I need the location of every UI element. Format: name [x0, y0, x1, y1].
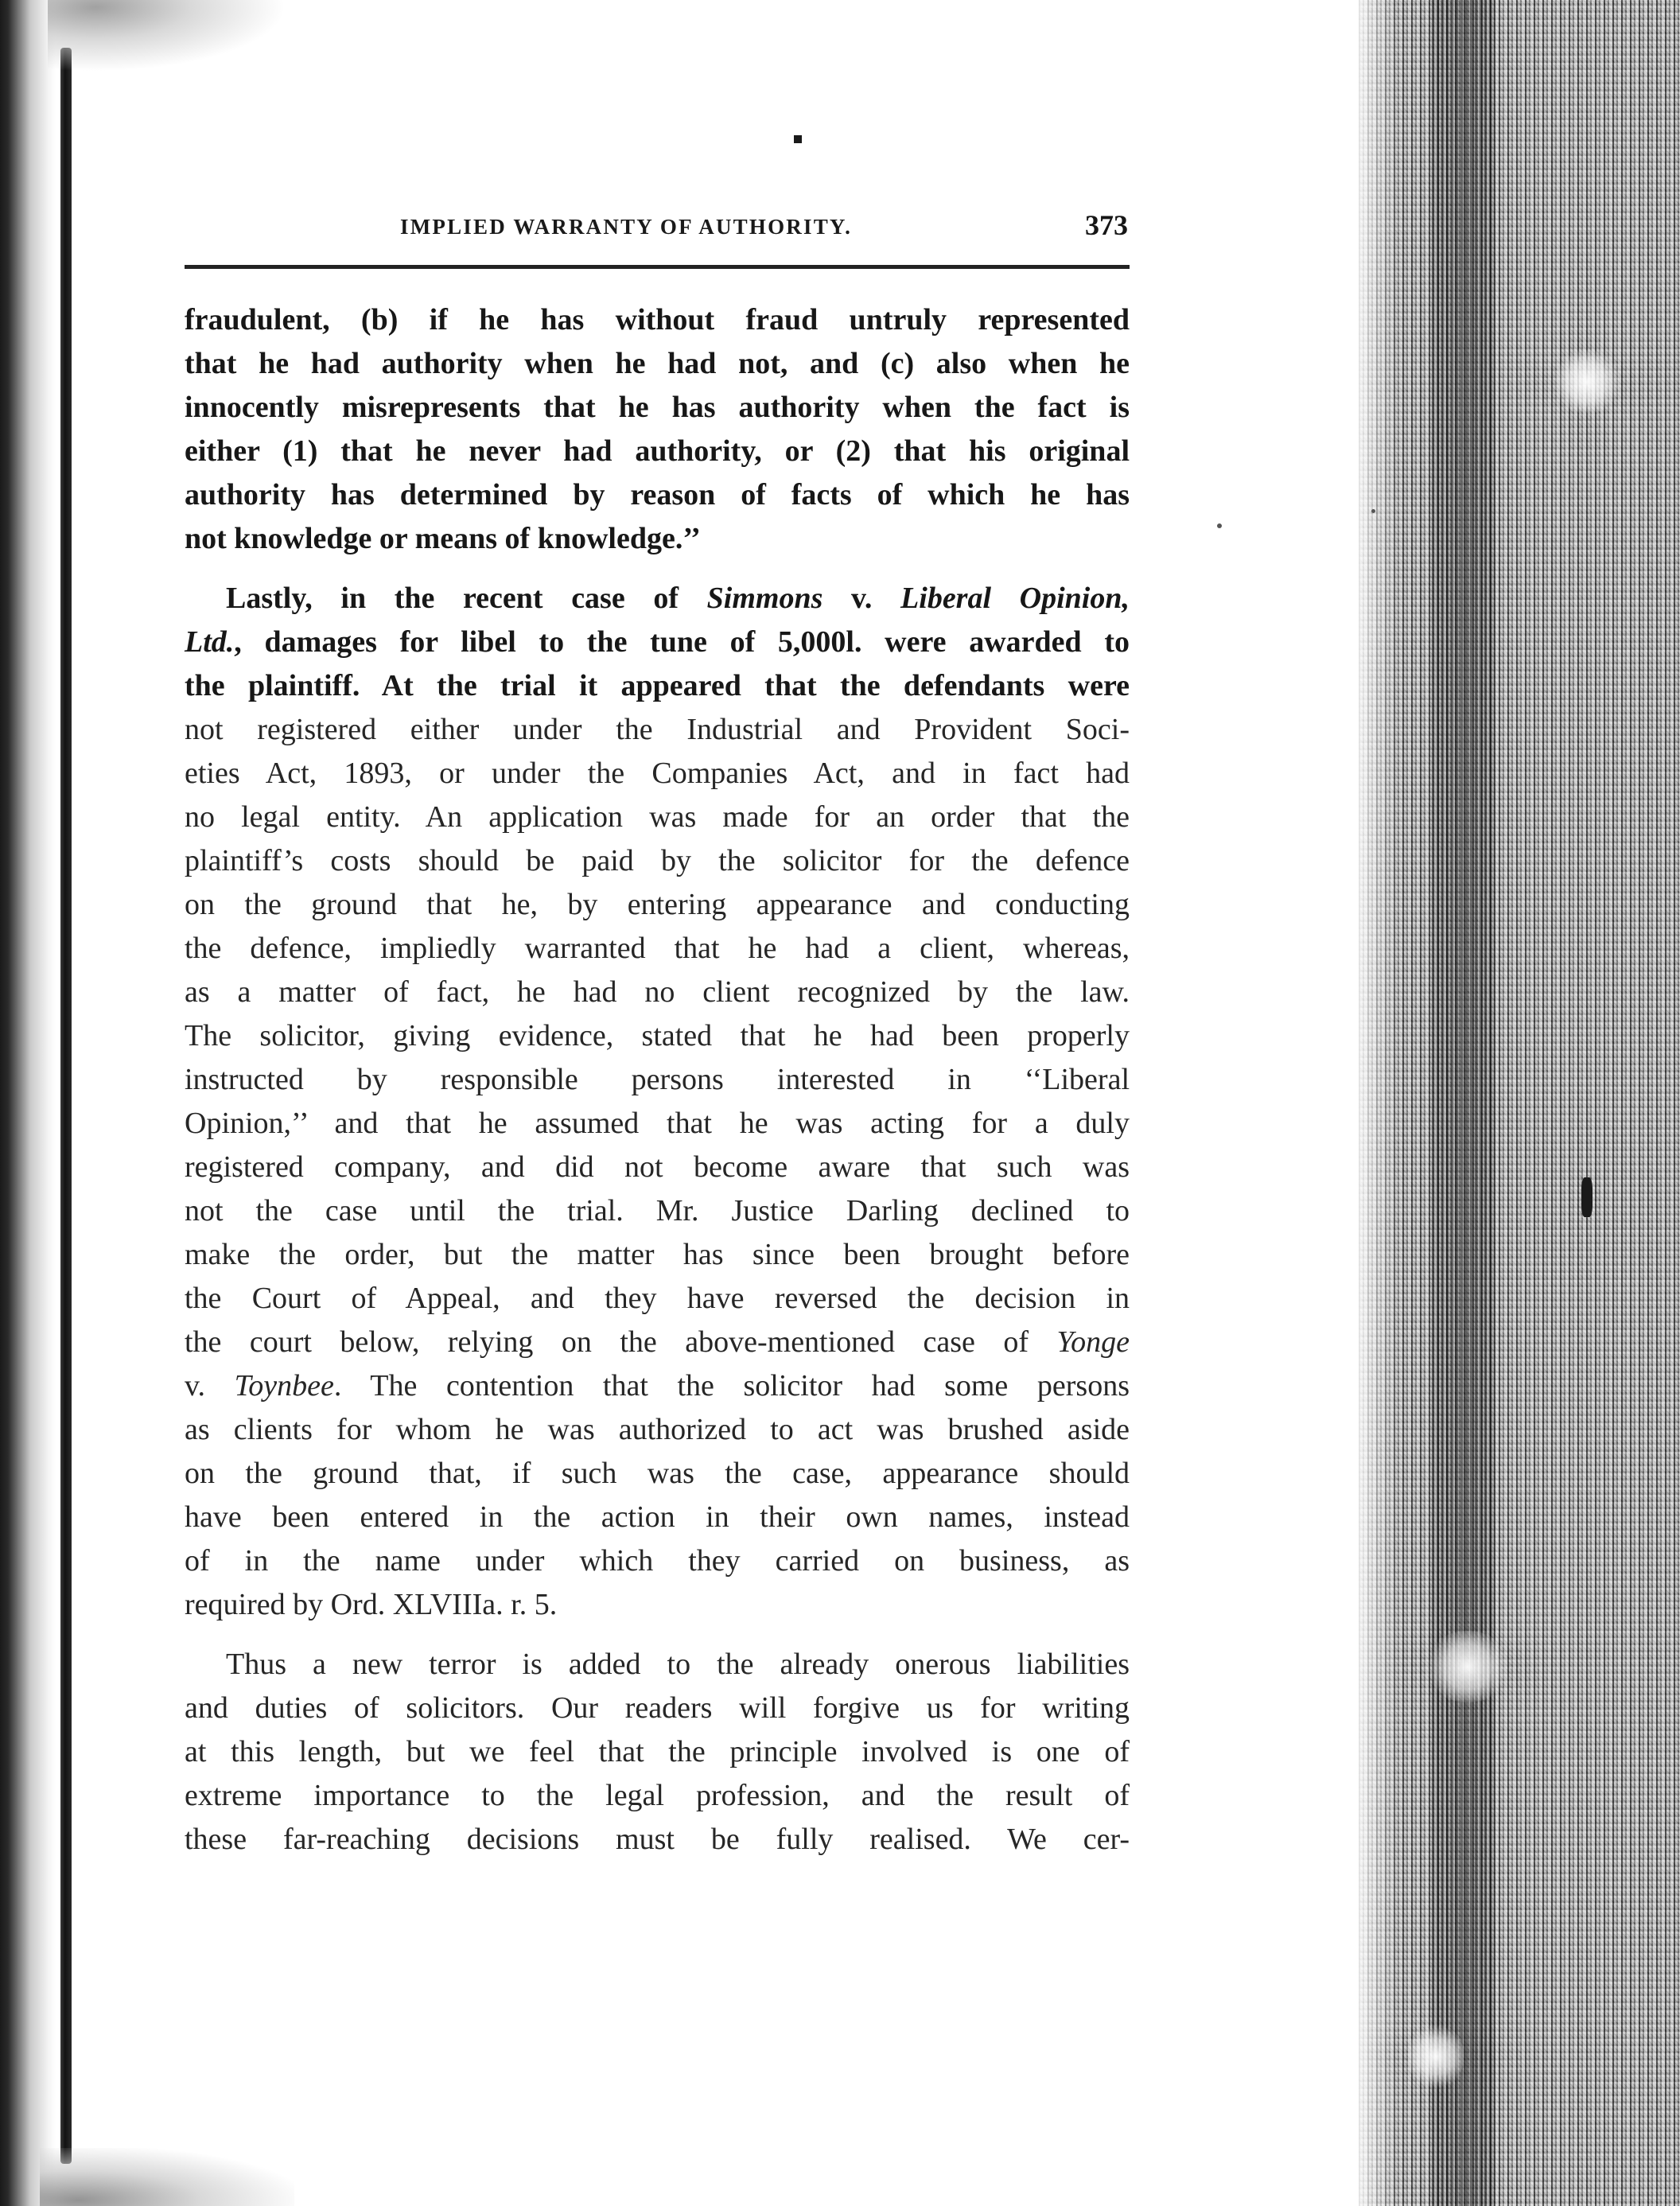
text-line: Thus a new terror is added to the already onerous liabilities — [226, 1648, 1130, 1681]
page-number: 373 — [1085, 209, 1128, 241]
ink-blot — [1581, 1177, 1592, 1217]
paragraph-3 — [185, 1643, 1130, 1862]
text-line: not knowledge or means of knowledge.’’ — [185, 522, 701, 555]
text-line: eties Act, 1893, or under the Companies Act, and in fact had — [185, 757, 1130, 790]
text-line: either (1) that he never had authority, or (2) that his original — [185, 434, 1130, 468]
paragraph-1 — [185, 298, 1130, 561]
text-line: instructed by responsible persons interested in ‘‘Liberal — [185, 1063, 1130, 1096]
text-line: fraudulent, (b) if he has without fraud untruly represented — [185, 303, 1130, 337]
case-name-italic: Liberal Opinion, — [900, 582, 1130, 615]
edge-blot — [1408, 2021, 1464, 2092]
paragraph-2 — [185, 577, 1130, 1627]
text-line: Opinion,’’ and that he assumed that he was acting for a duly — [185, 1107, 1130, 1140]
text-run: Lastly, in the recent case of — [226, 582, 707, 615]
text-line: the Court of Appeal, and they have reversed the decision in — [185, 1282, 1130, 1315]
right-binding-texture — [1432, 0, 1495, 2206]
text-line: these far-reaching decisions must be fully realised. We cer- — [185, 1823, 1130, 1856]
text-line: the defence, impliedly warranted that he had a client, whereas, — [185, 932, 1130, 965]
edge-blot — [1551, 350, 1623, 414]
stray-mark — [1371, 509, 1375, 513]
text-line: authority has determined by reason of facts of which he has — [185, 478, 1130, 512]
text-run: v. — [822, 582, 901, 615]
text-line: as a matter of fact, he had no client recognized by the law. — [185, 975, 1130, 1009]
text-line: make the order, but the matter has since been brought before — [185, 1238, 1130, 1271]
text-line: The solicitor, giving evidence, stated that he had been properly — [185, 1019, 1130, 1052]
case-name-italic: Toynbee — [234, 1369, 334, 1403]
text-line: plaintiff’s costs should be paid by the solicitor for the defence — [185, 844, 1130, 877]
text-run: the court below, relying on the above-mentioned case of — [185, 1325, 1057, 1359]
text-line: required by Ord. XLVIIIa. r. 5. — [185, 1588, 558, 1621]
text-line — [185, 577, 1130, 621]
case-name-italic: Yonge — [1056, 1325, 1130, 1359]
text-run: v. — [185, 1369, 235, 1403]
edge-blot — [1424, 1631, 1511, 1702]
text-line: the plaintiff. At the trial it appeared that the defendants were — [185, 669, 1130, 702]
text-line: no legal entity. An application was made for an order that the — [185, 800, 1130, 834]
text-line: not the case until the trial. Mr. Justice Darling declined to — [185, 1194, 1130, 1228]
running-head — [185, 208, 1128, 248]
text-line: that he had authority when he had not, and (c) also when he — [185, 347, 1130, 380]
running-head-title: IMPLIED WARRANTY OF AUTHORITY. — [400, 215, 853, 239]
case-name-italic: Ltd. — [185, 625, 235, 659]
top-corner-shadow — [48, 0, 286, 72]
text-line: not registered either under the Industrial and Provident Soci- — [185, 713, 1130, 746]
text-line: registered company, and did not become aware that such was — [185, 1150, 1130, 1184]
case-name-italic: Simmons — [706, 582, 823, 615]
text-line: extreme importance to the legal profession, and the result of — [185, 1779, 1130, 1812]
right-scan-edge — [1359, 0, 1680, 2206]
header-rule — [185, 265, 1130, 269]
text-run: . The contention that the solicitor had some persons — [333, 1369, 1130, 1403]
text-line: innocently misrepresents that he has authority when the fact is — [185, 391, 1130, 424]
text-line: and duties of solicitors. Our readers will forgive us for writing — [185, 1691, 1130, 1725]
text-run: , damages for libel to the tune of 5,000l. were awarded to — [234, 625, 1130, 659]
body-text — [185, 298, 1130, 1862]
text-line: have been entered in the action in their own names, instead — [185, 1500, 1130, 1534]
text-line — [185, 1321, 1130, 1364]
text-line: on the ground that he, by entering appearance and conducting — [185, 888, 1130, 921]
bottom-corner-shadow — [40, 2148, 294, 2206]
text-line: on the ground that, if such was the case, appearance should — [185, 1457, 1130, 1490]
right-edge-fade — [1352, 0, 1400, 2206]
text-line — [185, 621, 1130, 664]
left-scan-edge — [0, 0, 56, 2206]
binding-shadow-line — [60, 48, 72, 2164]
text-line: of in the name under which they carried on business, as — [185, 1544, 1130, 1578]
stray-mark — [794, 135, 802, 143]
text-line — [185, 1364, 1130, 1408]
stray-mark — [1217, 523, 1222, 528]
text-line: at this length, but we feel that the principle involved is one of — [185, 1735, 1130, 1768]
text-line: as clients for whom he was authorized to act was brushed aside — [185, 1413, 1130, 1446]
